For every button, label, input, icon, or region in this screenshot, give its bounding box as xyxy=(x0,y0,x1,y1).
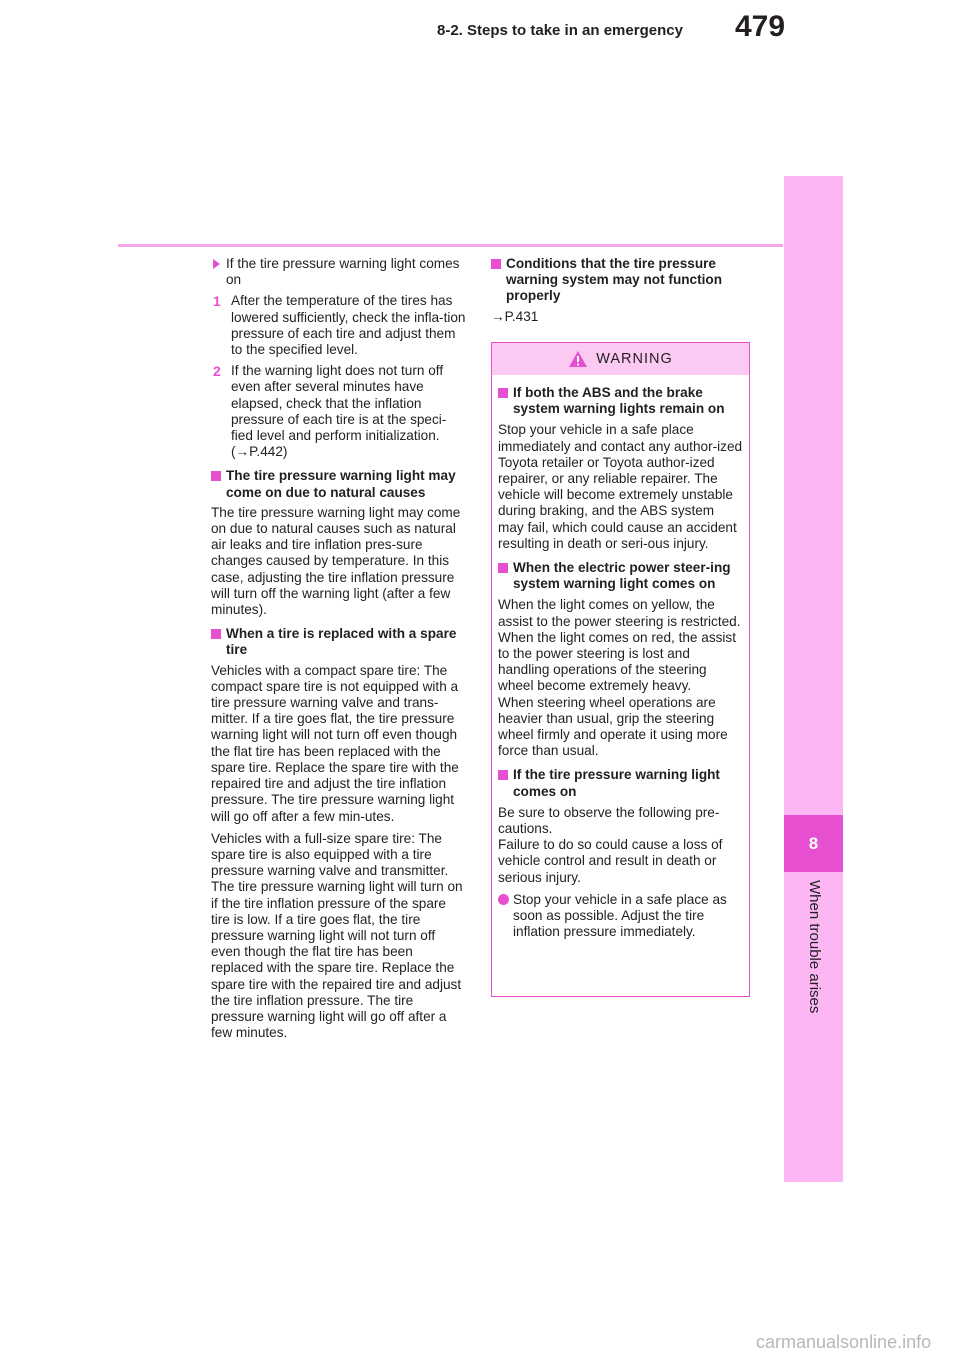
page-number: 479 xyxy=(735,10,786,43)
section-title: 8-2. Steps to take in an emergency xyxy=(437,22,683,39)
heading-text: When a tire is replaced with a spare tire xyxy=(226,626,457,658)
spare-tire-heading xyxy=(211,626,467,658)
warning-header xyxy=(492,343,749,375)
eps-text xyxy=(498,597,743,759)
step-text: If the warning light does not turn off even after several minutes have elapsed, check that the inflation pressure of each tire is at the speci-fied level and perform initialization. (→P.442) xyxy=(231,363,447,460)
square-bullet-icon xyxy=(498,388,508,398)
step-number: 1 xyxy=(213,293,221,310)
tpw-heading xyxy=(498,767,743,799)
square-bullet-icon xyxy=(211,471,221,481)
warning-box xyxy=(491,342,750,997)
full-size-spare-text: Vehicles with a full-size spare tire: The spare tire is also equipped with a tire pressure warning valve and transmitter. The tire pressure warning light will turn on if the tire inflation pressure of the spare tire is low. If a tire goes flat, the tire pressure warning light will not turn off even though the flat tire has been replaced with the spare tire. Replace the spare tire with the repaired tire and adjust the tire inflation pressure. The tire pressure warning light will go off after a few minutes. xyxy=(211,830,463,1041)
step-item xyxy=(211,293,467,358)
tpw-bullet-item xyxy=(498,892,743,941)
compact-spare-text: Vehicles with a compact spare tire: The compact spare tire is not equipped with a tire pressure warning valve and trans-mitter. If a tire goes flat, the tire pressure warning light will not turn off even though the flat tire has been replaced with the spare tire. Replace the spare tire with the repaired tire and adjust the tire inflation pressure. The tire pressure warning light will go off after a few min-utes. xyxy=(211,662,459,824)
warning-triangle-icon xyxy=(568,350,588,368)
square-bullet-icon xyxy=(498,770,508,780)
tpw-text-1: Be sure to observe the following pre-cautions. xyxy=(498,804,720,837)
chapter-number-tab[interactable]: 8 xyxy=(784,815,843,872)
eps-text-2: When steering wheel operations are heavier than usual, grip the steering wheel firmly and operate it using more force than usual. xyxy=(498,694,728,759)
heading-text: If the tire pressure warning light comes on xyxy=(513,767,720,799)
conditions-page-link[interactable]: →P.431 xyxy=(491,308,539,324)
watermark: carmanualsonline.info xyxy=(756,1332,932,1352)
natural-causes-text: The tire pressure warning light may come on due to natural causes such as natural air leaks and tire inflation pres-sure changes caused by temperature. In this case, adjusting the tire inflation pressure will turn off the warning light (after a few minutes). xyxy=(211,504,461,618)
circle-bullet-icon xyxy=(498,894,509,905)
heading-text: If both the ABS and the brake system warning lights remain on xyxy=(513,385,725,417)
header-rule xyxy=(118,244,783,247)
intro-text: If the tire pressure warning light comes on xyxy=(226,256,460,288)
step-number: 2 xyxy=(213,363,221,380)
step-text: After the temperature of the tires has lowered sufficiently, check the infla-tion pressure of each tire and adjust them to the specified level. xyxy=(231,293,466,358)
abs-text: Stop your vehicle in a safe place immediately and contact any author-ized Toyota retailer or Toyota author-ized repairer, or any reliable repairer. The vehicle will become extremely unstable during braking, and the ABS system may fail, which could cause an accident resulting in death or seri-ous injury. xyxy=(498,422,743,551)
natural-causes-heading xyxy=(211,468,467,500)
eps-heading xyxy=(498,560,743,592)
bullet-text: Stop your vehicle in a safe place as soon as possible. Adjust the tire inflation pressure immediately. xyxy=(513,891,727,940)
tpw-text xyxy=(498,805,743,886)
heading-text: The tire pressure warning light may come on due to natural causes xyxy=(226,468,456,500)
abs-heading xyxy=(498,385,743,417)
square-bullet-icon xyxy=(498,563,508,573)
tpw-text-2: Failure to do so could cause a loss of vehicle control and result in death or serious injury. xyxy=(498,837,723,885)
warning-body xyxy=(492,375,749,941)
heading-text: When the electric power steer-ing system warning light comes on xyxy=(513,560,731,592)
chapter-title-tab[interactable] xyxy=(784,880,843,1130)
eps-text-1: When the light comes on yellow, the assist to the power steering is restricted. When the light comes on red, the assist to the power steering is lost and handling operations of the steering wheel become extremely heavy. xyxy=(498,597,741,694)
left-column xyxy=(211,256,467,1047)
square-bullet-icon xyxy=(211,629,221,639)
chapter-title-label: When trouble arises xyxy=(805,880,823,1014)
intro-item xyxy=(211,256,467,288)
square-bullet-icon xyxy=(491,259,501,269)
right-column xyxy=(491,256,751,331)
warning-title: WARNING xyxy=(596,351,673,367)
conditions-heading xyxy=(491,256,751,305)
triangle-bullet-icon xyxy=(213,259,220,269)
heading-text: Conditions that the tire pressure warning system may not function properly xyxy=(506,256,723,304)
step-item xyxy=(211,363,467,460)
